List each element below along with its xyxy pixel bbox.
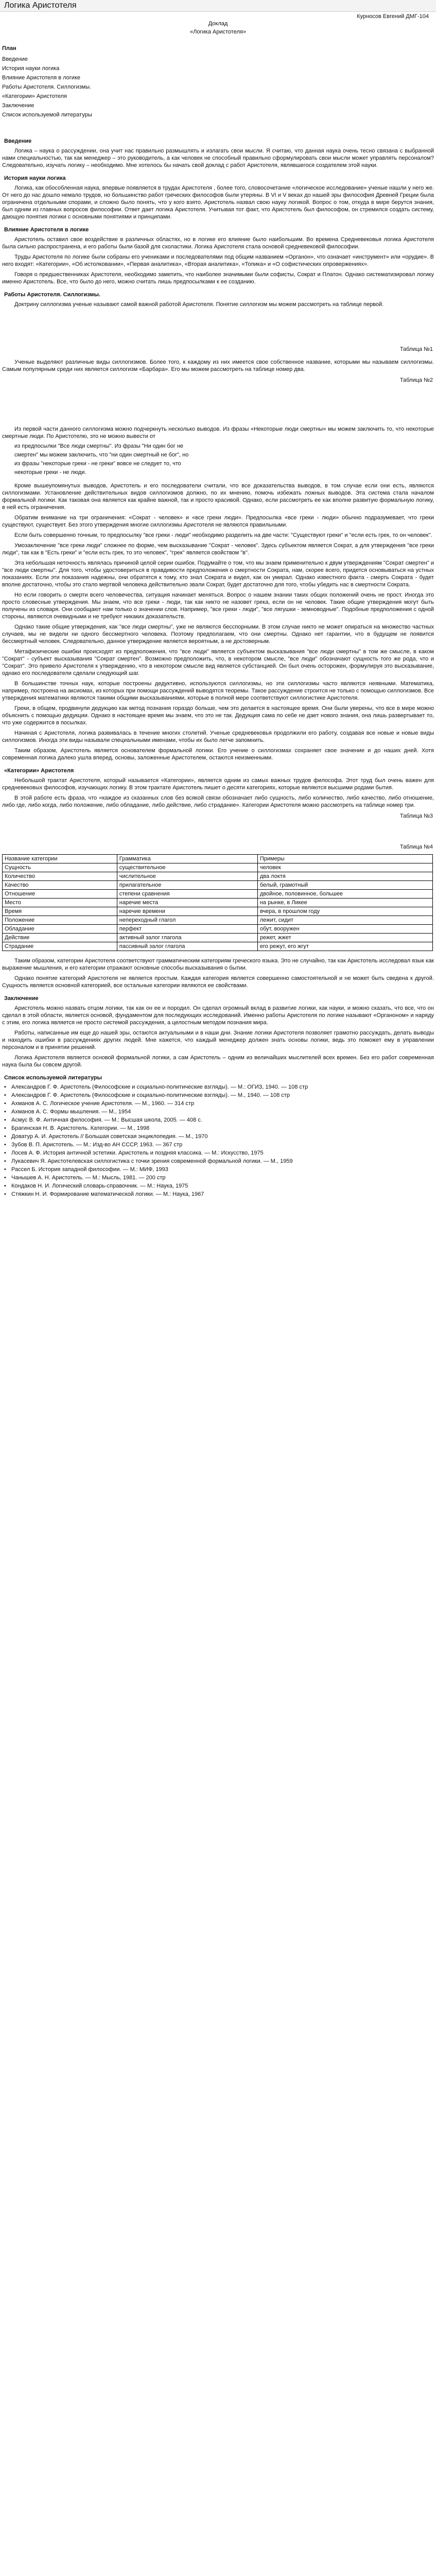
works3-line: некоторые греки - не люди. bbox=[14, 469, 86, 476]
table-cell: Действие bbox=[3, 934, 117, 942]
window-title-bar bbox=[0, 0, 436, 12]
analysis-paragraph: Обратим внимание на три ограничения: «Сократ - человек» и «все греки люди». Предпосылка «все греки - люди» обычно подразумевает, что греки существуют, существует. Без этого утверждения многие силлогизмы Аристотеля не являются правильными. bbox=[2, 515, 434, 528]
history-paragraph: Логика, как обособленная наука, впервые появляется в трудах Аристотеля , более того, словосочетание «логическое исследование» ученые нашли у него же. От него до нас дошло немало трудов, но большинство работ греческих философов были утеряны. В VI и V веках до нашей эры философия Древней Греции была ограничена отдельными спорами, и сложно было понять, что у кого взято. Аристотель назвал свою науку логикой. Вопрос о том, откуда в мире берутся знания, был одним из главных вопросов философии. Ответ дает логика Аристотеля. Учитывая тот факт, что Аристотель был философом, он стремился создать систему, дающую понятия логики с основными понятиями и принципами. bbox=[2, 185, 434, 220]
table-cell: Грамматика bbox=[117, 855, 257, 863]
influence-paragraph: Говоря о предшественниках Аристотеля, необходимо заметить, что наиболее значимыми были софисты, Сократ и Платон. Однако систематизировал логику именно Аристотель. Все, что было до него, можно считать лишь предпосылками к ее созданию. bbox=[2, 272, 434, 285]
literature-item: • Зубов В. П. Аристотель. — М.: Изд-во АН СССР, 1963. — 367 стр bbox=[4, 1142, 432, 1148]
influence-paragraph: Аристотель оставил свое воздействие в различных областях, но в логике его влияние было наибольшим. Во времена Средневековья логика Аристотеля была сильно распространена, и его работы были базой для схоластики. Логика Аристотеля стала основой средневековой философии. bbox=[2, 236, 434, 250]
literature-item: • Чанышев А. Н. Аристотель. — М.: Мысль, 1981. — 200 стр bbox=[4, 1175, 432, 1181]
works2-section bbox=[2, 359, 434, 373]
table-cell: пассивный залог глагола bbox=[117, 942, 257, 951]
categories-title: «Категории» Аристотеля bbox=[4, 768, 74, 774]
document-type: Доклад bbox=[208, 21, 228, 27]
plan-item: Работы Аристотеля. Силлогизмы. bbox=[2, 84, 92, 90]
table-cell: активный залог глагола bbox=[117, 934, 257, 942]
literature-item: • Стяжкин Н. И. Формирование математической логики. — М.: Наука, 1967 bbox=[4, 1191, 432, 1198]
plan-item: «Категории» Аристотеля bbox=[2, 93, 67, 99]
analysis-paragraph: Кроме вышеупомянутых выводов, Аристотель и его последователи считали, что все доказательства выводов, в том случае если они есть, являются силлогизмами. Установление действительных видов силлогизмов должно, по их мнению, помочь избежать ложных выводов. Эта система стала началом формальной логики. Как таковая она является как крайне важной, так и просто красивой. Однако, если рассмотреть ее как вполне развитую формальную логику, в ней есть ограничения. bbox=[2, 483, 434, 511]
table-cell: Обладание bbox=[3, 925, 117, 934]
table4-caption: Таблица №4 bbox=[399, 844, 433, 850]
literature-item: • Лосев А. Ф. История античной эстетики. Аристотель и поздняя классика. — М.: Искусство, 1975 bbox=[4, 1150, 432, 1157]
table-row bbox=[3, 916, 433, 925]
table-cell: Сущность bbox=[3, 863, 117, 872]
table-cell: Название категории bbox=[3, 855, 117, 863]
table-cell: степени сравнения bbox=[117, 890, 257, 899]
table-cell: Место bbox=[3, 899, 117, 907]
table-cell: существительное bbox=[117, 863, 257, 872]
plan-item: История науки логика bbox=[2, 65, 60, 72]
influence-paragraph: Труды Аристотеля по логике были собраны его учениками и последователями под общим названием «Органон», что означает «инструмент» или «орудие». В него входят: «Категории», «Об истолковании», «Первая аналитика», «Вторая аналитика», «Топика» и «О софистических опровержениях». bbox=[2, 254, 434, 267]
document-header bbox=[0, 12, 436, 41]
literature-item: • Ахманов А. С. Логическое учение Аристотеля. — М., 1960. — 314 стр bbox=[4, 1100, 432, 1107]
works-title: Работы Аристотеля. Силлогизмы. bbox=[4, 292, 101, 298]
table-cell: лежит, сидит bbox=[257, 916, 432, 925]
categories2-paragraph: Однако понятие категорий Аристотеля не является простым. Каждая категория является совершенно самостоятельной и не может быть сведена к другой. Сущность является основной категорией, все остальные категории являются ее свойствами. bbox=[2, 975, 434, 989]
table-cell: числительное bbox=[117, 872, 257, 881]
window-title: Логика Аристотеля bbox=[4, 1, 77, 10]
works3-line: из предпосылки "Все люди смертны". Из фразы "Ни один бог не bbox=[14, 443, 184, 449]
categories-paragraph: Небольшой трактат Аристотеля, который называется «Категории», является одним из самых важных трудов философа. Этот труд был очень важен для средневековых философов, изучающих логику. В этом трактате Аристотель пишет о десяти категориях, которые являются высшими родами бытия. bbox=[2, 777, 434, 791]
conclusion-title: Заключение bbox=[4, 995, 39, 1002]
analysis-paragraph: Однако такие общие утверждения, как "все люди смертны", уже не являются бесспорными. В этом случае никто не может опираться на множество частных случаев, мы не видели ни одного бессмертного человека. Поэтому предполагаем, что они смертны. Однако нет гарантии, что в будущем не появится бессмертный человек. Следовательно, данное утверждение является вероятным, а не достоверным. bbox=[2, 624, 434, 645]
table-cell: Отношение bbox=[3, 890, 117, 899]
table-cell: прилагательное bbox=[117, 881, 257, 890]
table-cell: наречие времени bbox=[117, 907, 257, 916]
analysis-paragraph: Эта небольшая неточность являлась причиной целой серии ошибок. Подумайте о том, что мы знаем применительно к двум утверждениям "Сократ смертен" и "все люди смертны". Для того, чтобы удостовериться в правдивости предположения о смертности Сократа, нам, скорее всего, придется основываться на устных показаниях. Если эти показания надежны, они обратятся к тому, кто знал Сократа и видел, как он умирал. Однако известного факта - смерть Сократа - будет вполне достаточно, чтобы это стало мертвой человека действительно звали Сократ, будет достаточно для того, чтобы убедить нас в смертности Сократа. bbox=[2, 560, 434, 588]
table-row bbox=[3, 925, 433, 934]
intro-title: Введение bbox=[4, 138, 32, 144]
conclusion-paragraph: Логика Аристотеля является основой формальной логики, а сам Аристотель – одним из величайших мыслителей всех времен. Без его работ современная наука была бы совсем другой. bbox=[2, 1055, 434, 1068]
table-header-row bbox=[3, 855, 433, 863]
table-cell: два локтя bbox=[257, 872, 432, 881]
analysis-paragraph: Умозаключение "все греки люди" сложнее по форме, чем высказывание "Сократ - человек". Здесь субъектом является Сократ, а для утверждения "все греки люди", так как в "Есть греки" и "если есть грек, то это человек", "грек" является свойством "в". bbox=[2, 543, 434, 556]
literature-item: • Александров Г. Ф. Аристотель (Философские и социально-политические взгляды). — М., 1940. — 108 стр bbox=[4, 1092, 432, 1099]
analysis-paragraph: Метафизические ошибки происходят из предположения, что "все люди" является субъектом высказывания "все люди смертны" в том же смысле, в каком "Сократ" - субъект высказывания "Сократ смертен". Возможно предположить, что, в некотором смысле, "все люди" обозначают сущность того же рода, что и "Сократ". Это привело Аристотеля к утверждению, что в некотором смысле вид является субстанцией. Он был очень осторожен, формулируя это высказывание, однако его последователи сделали следующий шаг. bbox=[2, 649, 434, 676]
literature-item: • Асмус В. Ф. Античная философия. — М.: Высшая школа, 2005. — 408 с. bbox=[4, 1117, 432, 1124]
plan-list bbox=[2, 55, 436, 120]
plan-item: Заключение bbox=[2, 103, 34, 109]
works-paragraph: Доктрину силлогизма ученые называют самой важной работой Аристотеля. Понятие силлогизм мы можем рассмотреть на таблице первой. bbox=[14, 301, 384, 308]
analysis-paragraph: Но если говорить о смерти всего человечества, ситуация начинает меняться. Вопрос о нашем знании таких общих положений очень не прост. Иногда это просто словесные утверждения. Мы знаем, что все греки - люди, так как никто не назовет грека, если он не человек. Такие общие утверждения могут быть получены из словаря. Они сообщают нам только о значении слов. Например, "все греки - люди", "все лягушки - земноводные". Подобные предположения с одной стороны, являются очевидными и не требуют никаких доказательств. bbox=[2, 592, 434, 620]
history-section bbox=[2, 175, 434, 221]
plan-title: План bbox=[2, 45, 16, 52]
author-line: Курносов Евгений ДМГ-104 bbox=[357, 13, 429, 20]
categories2-paragraph: Таким образом, категории Аристотеля соответствуют грамматическим категориям греческого языка. Это не случайно, так как Аристотель исследовал язык как выражение мышления, и его категории отражают основные способы высказывания о бытии. bbox=[2, 958, 434, 971]
table-cell: его режут, его жгут bbox=[257, 942, 432, 951]
analysis-paragraph: Греки, в общем, продвинули дедукцию как метод познания гораздо больше, чем это делается в настоящее время. Они были уверены, что все в мире можно объяснить с помощью дедукции. Однако в настоящее время мы знаем, что это не так. Дедукция сама по себе не дает нового знания, она лишь развертывает то, что уже содержится в посылках. bbox=[2, 705, 434, 726]
table2-caption: Таблица №2 bbox=[399, 377, 433, 383]
table-cell: Время bbox=[3, 907, 117, 916]
categories-section bbox=[2, 768, 434, 809]
document-page bbox=[0, 12, 436, 1199]
table-cell: белый, грамотный bbox=[257, 881, 432, 890]
table-cell: Количество bbox=[3, 872, 117, 881]
conclusion-section bbox=[2, 995, 434, 1069]
literature-item: • Доватур А. И. Аристотель // Большая советская энциклопедия. — М., 1970 bbox=[4, 1133, 432, 1140]
table-cell: Положение bbox=[3, 916, 117, 925]
table-cell: непереходный глагол bbox=[117, 916, 257, 925]
conclusion-paragraph: Аристотель можно назвать отцом логики, так как он ее и породил. Он сделал огромный вклад в развитие логики, как науки, и можно сказать, что все, что он сделал в этой области, является основой, фундаментом для последующих исследований. Именно работы Аристотеля по логике называют «Органоном» и наряду с этим, его логика является не просто системой рассуждения, а целостным методом познания мира. bbox=[2, 1005, 434, 1026]
analysis-paragraph: Таким образом, Аристотель является основателем формальной логики. Его учение о силлогизмах сохраняет свое значение и до наших дней. Хотя современная логика далеко ушла вперед, основы, заложенные Аристотелем, остаются неизменными. bbox=[2, 748, 434, 761]
works3-section bbox=[2, 426, 434, 476]
table-cell: на рынке, в Ликее bbox=[257, 899, 432, 907]
categories-table-wrap bbox=[2, 854, 434, 951]
table-row bbox=[3, 881, 433, 890]
literature-list bbox=[4, 1084, 432, 1198]
table-cell: Страдание bbox=[3, 942, 117, 951]
plan-item: Список используемой литературы bbox=[2, 112, 92, 118]
table-row bbox=[3, 890, 433, 899]
literature-title: Список используемой литературы bbox=[4, 1075, 102, 1081]
table-cell: режет, жжет bbox=[257, 934, 432, 942]
literature-item: • Брагинская Н. В. Аристотель. Категории. — М., 1998 bbox=[4, 1125, 432, 1132]
document-topic: «Логика Аристотеля» bbox=[190, 29, 246, 35]
intro-section bbox=[2, 138, 434, 169]
literature-item: • Ахманов А. С. Формы мышления. — М., 1954 bbox=[4, 1109, 432, 1115]
works3-line: смертен" мы можем заключить, что "ни один смертный не бог", но bbox=[14, 452, 189, 458]
table-cell: Примеры bbox=[257, 855, 432, 863]
table-cell: вчера, в прошлом году bbox=[257, 907, 432, 916]
intro-paragraph: Логика – наука о рассуждении, она учит нас правильно размышлять и излагать свои мысли. Я считаю, что данная наука очень тесно связана с выбранной нами специальностью, так как менеджер – это руководитель, а как человек не способный правильно сформулировать свои мысли может управлять персоналом? Следовательно, изучать логику – необходимо. Мне хотелось бы начать свой доклад с работ Аристотеля, являвшегося создателем этой науки. bbox=[2, 148, 434, 168]
plan-item: Введение bbox=[2, 56, 28, 62]
literature-section bbox=[2, 1075, 434, 1198]
table1-caption: Таблица №1 bbox=[399, 346, 433, 352]
table-row bbox=[3, 899, 433, 907]
conclusion-paragraph: Работы, написанные им еще до нашей эры, остаются актуальными и в наши дни. Знание логики Аристотеля позволяет грамотно рассуждать, делать выводы и находить ошибки в рассуждениях других людей. Мне кажется, что каждый менеджер должен знать основы логики, ведь это поможет ему в управлении персоналом и в принятии решений. bbox=[2, 1030, 434, 1050]
table-cell: двойное, половинное, большее bbox=[257, 890, 432, 899]
literature-item: • Кондаков Н. И. Логический словарь-справочник. — М.: Наука, 1975 bbox=[4, 1183, 432, 1190]
analysis-paragraph: Если быть совершенно точным, то предпосылку "все греки - люди" необходимо разделить на две части: "Существуют греки" и "если есть грек, то он человек". bbox=[14, 532, 432, 538]
influence-section bbox=[2, 227, 434, 285]
table-cell: Качество bbox=[3, 881, 117, 890]
table-cell: наречие места bbox=[117, 899, 257, 907]
analysis-paragraph: Начиная с Аристотеля, логика развивалась в течение многих столетий. Ученые средневековья продолжили его работу, создавая все новые и новые виды силлогизмов. Иногда эти виды называли специальными именами, чтобы их было легче запомнить. bbox=[2, 730, 434, 743]
categories-table bbox=[2, 854, 433, 951]
literature-item: • Рассел Б. История западной философии. — М.: МИФ, 1993 bbox=[4, 1166, 432, 1173]
table-row bbox=[3, 942, 433, 951]
works3-paragraph: Из первой части данного силлогизма можно подчеркнуть несколько выводов. Из фразы «Некоторые люди смертны» мы можем заключить то, что некоторые смертные люди. По Аристотелю, это не можно вывести от bbox=[2, 426, 434, 439]
table-row bbox=[3, 863, 433, 872]
works2-paragraph: Ученые выделяют различные виды силлогизмов. Более того, к каждому из них имеется свое собственное название, которыми мы называем силлогизмы. Самым популярным среди них является силлогизм «Барбара». Его мы можем рассмотреть на таблице номер два. bbox=[2, 359, 434, 372]
history-title: История науки логика bbox=[4, 175, 66, 181]
categories2-section bbox=[2, 957, 434, 989]
table-row bbox=[3, 872, 433, 881]
table3-caption: Таблица №3 bbox=[399, 813, 433, 819]
plan-item: Влияние Аристотеля в логике bbox=[2, 75, 81, 81]
works-section bbox=[2, 292, 434, 308]
analysis-section bbox=[2, 482, 434, 761]
influence-title: Влияние Аристотеля в логике bbox=[4, 227, 89, 233]
table-row bbox=[3, 934, 433, 942]
table-row bbox=[3, 907, 433, 916]
literature-item: • Александров Г. Ф. Аристотель (Философские и социально-политические взгляды). — М.: ОГИЗ, 1940. — 108 стр bbox=[4, 1084, 432, 1091]
analysis-paragraph: В большинстве точных наук, которые построены дедуктивно, используются силлогизмы, но эти силлогизмы часто являются неявными. Математика, например, построена на аксиомах, из которых при помощи рассуждений выводятся теоремы. Такое рассуждение строится не только с помощью силлогизмов. Все утверждения математики являются такими общими высказываниями, которые в полной мере соответствуют силлогистике Аристотеля. bbox=[2, 681, 434, 701]
table-cell: человек bbox=[257, 863, 432, 872]
table-cell: обут, вооружен bbox=[257, 925, 432, 934]
table-cell: перфект bbox=[117, 925, 257, 934]
literature-item: • Лукасевич Я. Аристотелевская силлогистика с точки зрения современной формальной логики. — М., 1959 bbox=[4, 1158, 432, 1165]
works3-line: из фразы "некоторые греки - не греки" вовсе не следует то, что bbox=[14, 461, 181, 467]
categories-paragraph: В этой работе есть фраза, что «каждое из сказанных слов без всякой связи обозначает либо сущность, либо количество, либо качество, либо отношение, либо где, либо когда, либо положение, либо обладание, либо действие, либо страдание». Категории Аристотеля можно рассмотреть на таблице номер три. bbox=[2, 795, 434, 808]
